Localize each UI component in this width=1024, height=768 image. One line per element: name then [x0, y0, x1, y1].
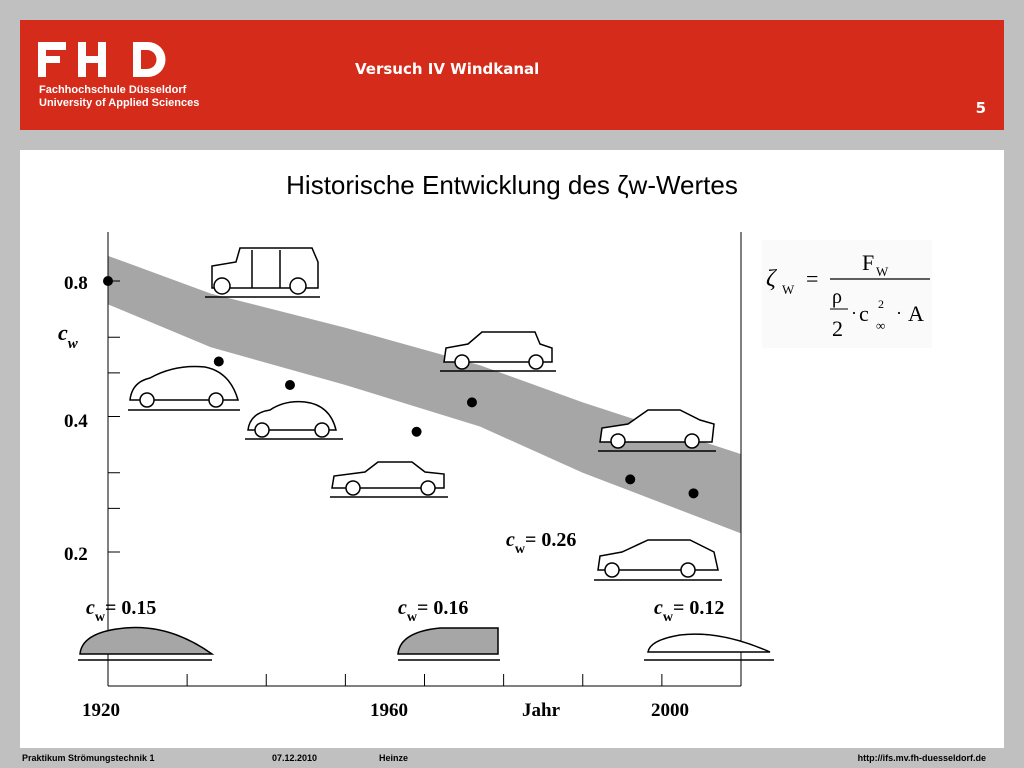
- svg-text:2: 2: [832, 316, 843, 341]
- annotation-cw-015: $c_w= 0.15$: [86, 597, 157, 625]
- concept-car-012-illustration: [644, 634, 774, 660]
- svg-text:W: W: [876, 264, 889, 279]
- data-point: [285, 380, 295, 390]
- svg-text:∞: ∞: [876, 318, 886, 333]
- slide-heading: Historische Entwicklung des ζw-Wertes: [286, 170, 738, 200]
- car-1930s-illustration: [205, 248, 320, 297]
- svg-text:·: ·: [851, 303, 857, 323]
- data-point: [625, 474, 635, 484]
- footer-date: 07.12.2010: [272, 753, 318, 763]
- x-tick-label: 1920: [82, 700, 120, 721]
- car-1990s-coupe-illustration: [594, 540, 722, 580]
- x-tick-label: 2000: [651, 700, 689, 721]
- svg-text:ρ: ρ: [832, 286, 842, 308]
- car-1930s-streamline-illustration: [128, 366, 240, 410]
- annotation-cw-012: $c_w= 0.12$: [654, 597, 725, 625]
- svg-text:F: F: [862, 250, 875, 275]
- x-axis-label: Jahr: [522, 700, 560, 721]
- concept-car-015-illustration: [78, 628, 212, 660]
- presentation-title: Versuch IV Windkanal: [355, 60, 540, 78]
- cw-formula: [762, 240, 932, 348]
- annotation-cw-016: $c_w= 0.16$: [398, 597, 469, 625]
- school-name: Fachhochschule Düsseldorf: [39, 84, 187, 96]
- annotation-cw-026: $c_w= 0.26$: [506, 529, 577, 557]
- data-point: [467, 397, 477, 407]
- svg-text:A: A: [908, 301, 924, 326]
- data-point: [214, 356, 224, 366]
- formula-graphic: [762, 240, 932, 348]
- x-ticks: [108, 674, 741, 686]
- svg-text:2: 2: [878, 297, 884, 311]
- svg-text:c: c: [859, 301, 869, 326]
- footer-author: Heinze: [379, 753, 409, 763]
- y-tick-label: 0.2: [64, 544, 88, 565]
- x-tick-label: 1960: [370, 700, 408, 721]
- svg-text:W: W: [782, 282, 795, 297]
- footer-url[interactable]: http://ifs.mv.fh-duesseldorf.de: [857, 753, 986, 763]
- svg-text:ζ: ζ: [766, 266, 776, 292]
- footer-course: Praktikum Strömungstechnik 1: [22, 753, 155, 763]
- y-tick-label: 0.8: [64, 273, 88, 294]
- slide-number: 5: [975, 99, 986, 117]
- data-point: [103, 276, 113, 286]
- car-beetle-illustration: [245, 402, 343, 439]
- data-point: [412, 427, 422, 437]
- car-1970s-sedan-illustration: [330, 462, 448, 497]
- concept-car-016-illustration: [398, 628, 500, 660]
- data-point: [689, 488, 699, 498]
- y-ticks: [108, 281, 120, 552]
- y-tick-label: 0.4: [64, 411, 88, 432]
- y-axis-label: $c_w$: [58, 320, 78, 352]
- svg-text:=: =: [806, 266, 819, 291]
- car-hatchback-illustration: [440, 332, 556, 371]
- school-subtitle: University of Applied Sciences: [39, 97, 200, 109]
- svg-text:·: ·: [896, 303, 902, 323]
